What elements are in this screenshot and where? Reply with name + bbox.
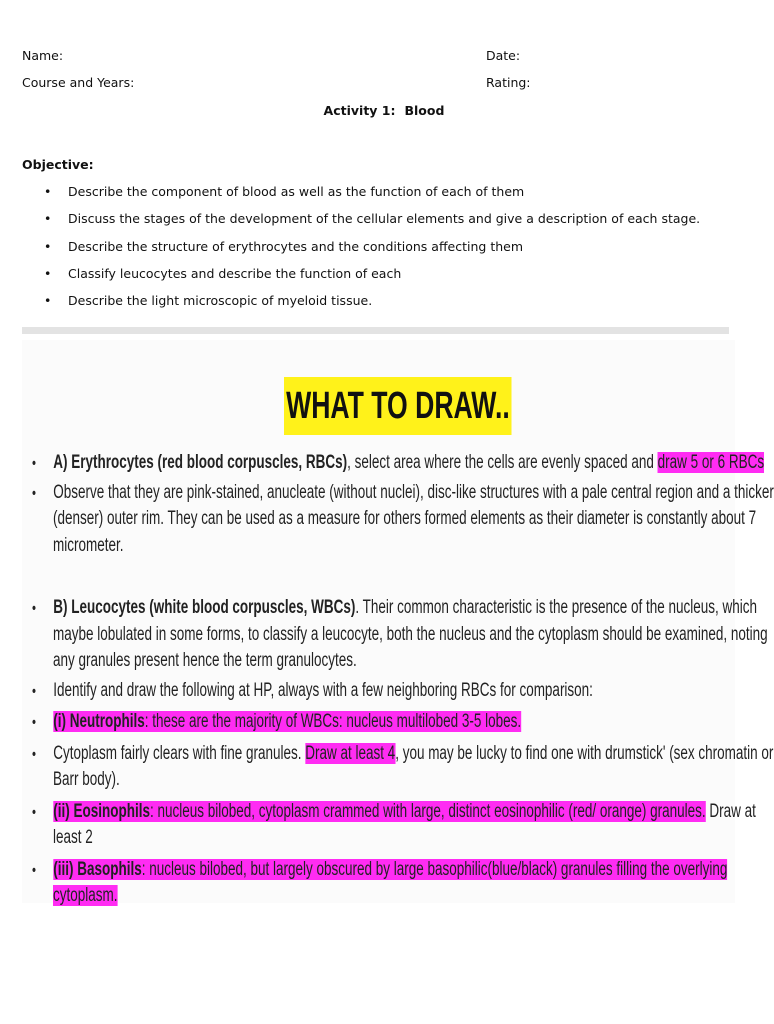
scan-line-eosinophils-cont: least 2 [53, 827, 93, 848]
objective-item: • Classify leucocytes and describe the function of each [22, 266, 700, 293]
highlight: (i) Neutrophils: these are the majority of WBCs: nucleus multilobed 3-5 lobes. [53, 711, 522, 732]
scan-line-cytoplasm: • Cytoplasm fairly clears with fine granules. Draw at least 4, you may be lucky to find one with drumstick' (sex chromatin or [32, 741, 714, 768]
scan-line-basophils [32, 857, 728, 884]
highlight: (iii) Basophils: nucleus bilobed, but largely obscured by large basophilic(blue/black) granules filling the overlying [53, 859, 728, 880]
highlight: cytoplasm. [53, 885, 118, 906]
highlight: draw 5 or 6 RBCs [657, 452, 765, 473]
objective-list [22, 184, 700, 320]
activity-title [0, 103, 768, 118]
section-divider [22, 327, 729, 334]
bullet-icon: • [32, 714, 36, 731]
bullet-icon: • [32, 746, 36, 763]
scan-line-leucocytes-cont: any granules present hence the term granulocytes. [53, 650, 357, 671]
highlight: (ii) Eosinophils: nucleus bilobed, cytoplasm crammed with large, distinct eosinophilic (red/ orange) granules. [53, 801, 706, 822]
scan-line-neutrophils [32, 709, 714, 736]
objective-item: • Describe the component of blood as well as the function of each of them [22, 184, 700, 211]
scan-line-eosinophils: • (ii) Eosinophils: nucleus bilobed, cytoplasm crammed with large, distinct eosinophilic (red/ orange) granules. Draw at [32, 799, 714, 826]
objective-item: • Describe the light microscopic of myeloid tissue. [22, 293, 700, 320]
scan-line-erythrocytes: • A) Erythrocytes (red blood corpuscles, RBCs), select area where the cells are evenly spaced and draw 5 or 6 RBCs [32, 450, 714, 477]
date-label: Date: [486, 48, 521, 63]
scan-line-observe: • Observe that they are pink-stained, anucleate (without nuclei), disc-like structures with a pale central region and a thicker [32, 480, 714, 507]
highlight: Draw at least 4 [305, 743, 396, 764]
what-to-draw-banner: WHAT TO DRAW.. [284, 377, 512, 435]
activity-topic: Blood [404, 103, 445, 118]
scan-line-cytoplasm-cont: Barr body). [53, 769, 120, 790]
activity-number: Activity 1: [323, 103, 396, 118]
scan-line-observe-cont: (denser) outer rim. They can be used as a measure for others formed elements as their diameter is constantly about 7 [53, 508, 757, 529]
rating-label: Rating: [486, 75, 531, 90]
objective-item: • Describe the structure of erythrocytes and the conditions affecting them [22, 239, 700, 266]
bullet-icon: • [32, 862, 36, 879]
scan-line-leucocytes-cont: maybe lobulated in some forms, to classify a leucocyte, both the nucleus and the cytoplasm should be examined, noting [53, 624, 768, 645]
bullet-icon: • [32, 455, 36, 472]
scanned-instructions-image [22, 340, 774, 906]
scan-line-basophils-cont [53, 883, 735, 909]
bullet-icon: • [32, 804, 36, 821]
bullet-icon: • [32, 485, 36, 502]
bullet-icon: • [32, 600, 36, 617]
scan-line-leucocytes: • B) Leucocytes (white blood corpuscles, WBCs). Their common characteristic is the presence of the nucleus, which [32, 595, 714, 622]
scan-line-observe-cont: micrometer. [53, 535, 124, 556]
name-label: Name: [22, 48, 64, 63]
objective-heading: Objective: [22, 157, 94, 172]
course-years-label: Course and Years: [22, 75, 135, 90]
objective-item: • Discuss the stages of the development of the cellular elements and give a description of each stage. [22, 211, 700, 238]
scan-line-identify: • Identify and draw the following at HP, always with a few neighboring RBCs for comparison: [32, 678, 714, 705]
bullet-icon: • [32, 683, 36, 700]
